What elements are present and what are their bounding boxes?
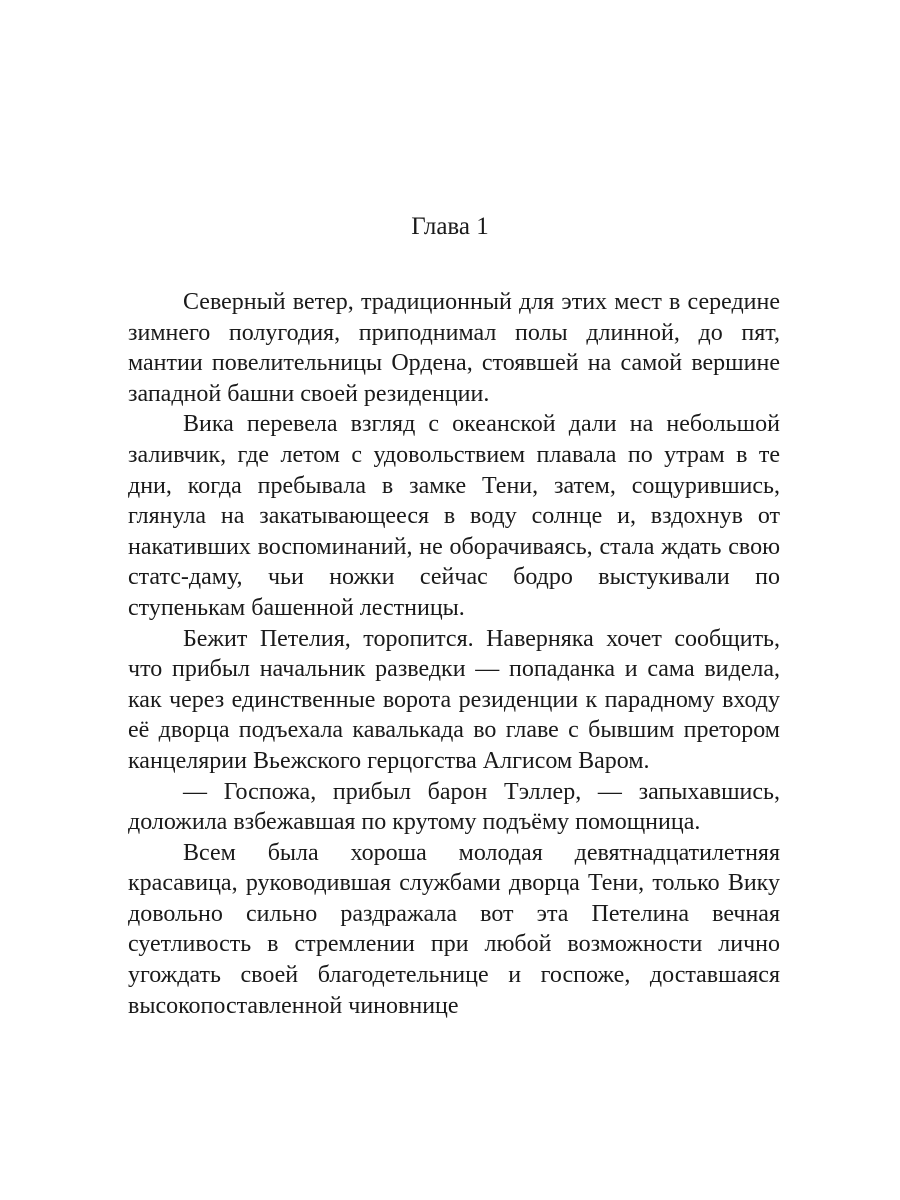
text-body [128,287,780,1021]
paragraph: Северный ветер, традиционный для этих мест в середине зимнего полугодия, приподнимал полы длинной, до пят, мантии повелительницы Ордена, стоявшей на самой вершине западной башни своей резиденции. [128,289,780,407]
paragraph: Вика перевела взгляд с океанской дали на небольшой заливчик, где летом с удовольствием плавала по утрам в те дни, когда пребывала в замке Тени, затем, сощурившись, глянула на закатывающееся в воду солнце и, вздохнув от накативших воспоминаний, не оборачиваясь, стала ждать свою статс-даму, чьи ножки сейчас бодро выстукивали по ступенькам башенной лестницы. [128,411,780,621]
chapter-title: Глава 1 [411,213,489,240]
paragraph: Всем была хороша молодая девятнадцатилетняя красавица, руководившая службами дворца Тени, только Вику довольно сильно раздражала вот эта Петелина вечная суетливость в стремлении при любой возможности лично угождать своей благодетельнице и госпоже, доставшаяся высокопоставленной чиновнице [128,839,780,1019]
paragraph: Бежит Петелия, торопится. Наверняка хочет сообщить, что прибыл начальник разведки — попаданка и сама видела, как через единственные ворота резиденции к парадному входу её дворца подъехала кавалькада во главе с бывшим претором канцелярии Вьежского герцогства Алгисом Варом. [128,625,780,774]
paragraph: — Госпожа, прибыл барон Тэллер, — запыхавшись, доложила взбежавшая по крутому подъёму помощница. [128,778,780,836]
